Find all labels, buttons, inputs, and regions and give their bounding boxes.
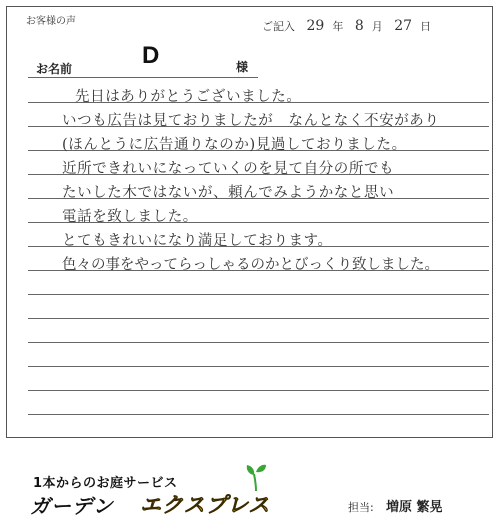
message-line: 色々の事をやってらっしゃるのかとびっくり致しました。 [62,257,439,273]
brand-name-accent: エクスプレス [140,493,271,517]
message-line: 近所できれいになっていくのを見て自分の所でも [62,161,395,177]
service-tagline: 1本からのお庭サービス [33,476,178,491]
rule-line [28,318,489,319]
date-month-unit: 月 [371,20,383,33]
date-month: 8 [354,18,364,34]
date-day-unit: 日 [420,20,432,33]
brand-name-main: ガーデン [30,494,114,518]
message-line: (ほんとうに広告通りなのか)見過しておりました。 [62,137,407,153]
staff-label: 担当: [348,501,374,514]
message-line: 先日はありがとうございました。 [75,89,302,105]
sprout-logo-icon [244,462,268,492]
date-label: ご記入 [262,20,295,33]
name-suffix: 様 [236,60,249,74]
date-year-unit: 年 [332,20,344,33]
message-line: たいした木ではないが、頼んでみようかなと思い [62,185,395,201]
rule-line [28,294,489,295]
name-label: お名前 [36,62,73,76]
date-day: 27 [394,18,413,34]
rule-line [28,390,489,391]
name-underline [28,77,258,78]
message-line: とてもきれいになり満足しております。 [62,233,333,249]
staff-name: 増原 繁晃 [386,500,443,515]
rule-line [28,366,489,367]
date-entry [262,18,431,34]
message-line: いつも広告は見ておりましたが なんとなく不安があり [62,113,440,129]
customer-name: D [142,42,160,69]
section-label: お客様の声 [26,16,76,27]
rule-line [28,414,489,415]
date-year: 29 [306,18,325,34]
message-line: 電話を致しました。 [62,209,198,225]
rule-line [28,342,489,343]
